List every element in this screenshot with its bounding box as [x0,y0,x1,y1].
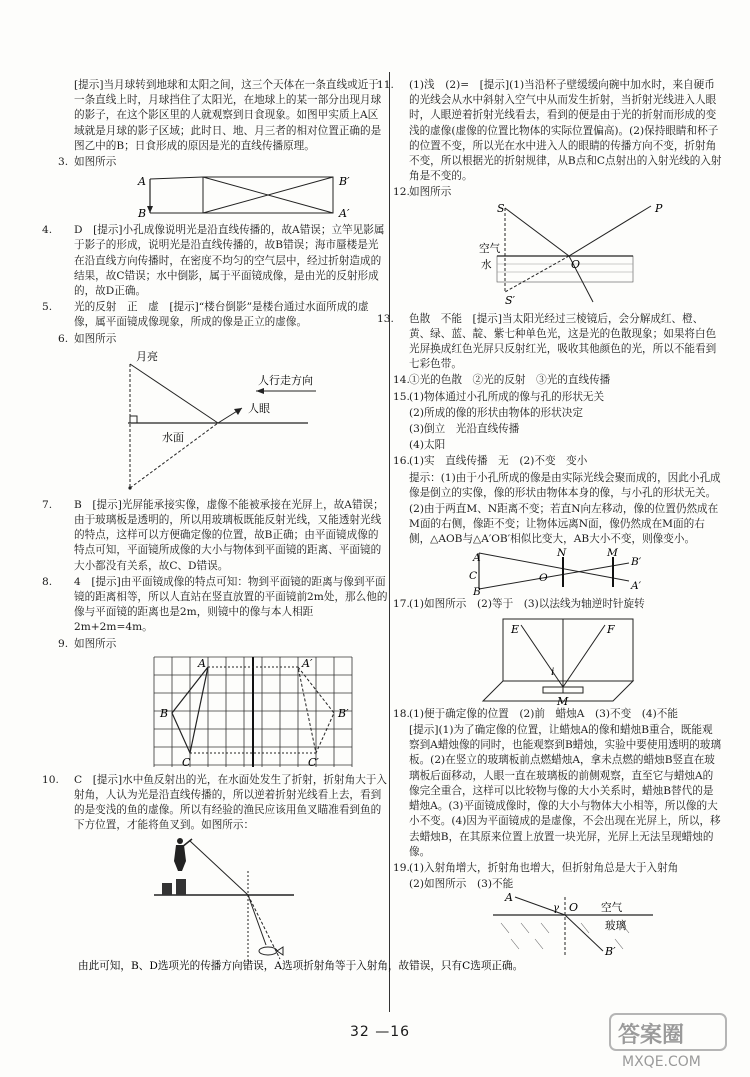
fig17-i: i [551,665,555,678]
svg-text:答案圈: 答案圈 [618,1023,685,1048]
fig19-gamma: γ [553,903,559,915]
fig19-glass: 玻璃 [605,920,627,933]
fig12-sp: S′ [505,293,516,307]
q13: 13. 色散 不能 [提示]当太阳光经过三棱镜后，会分解成红、橙、黄、绿、蓝、靛、紫七种单色光，这是光的色散现象；如果将白色光屏换成红色光屏只反射红光，吸收其他颜色的光，所以不能看到七彩色带。 [377,312,717,371]
fig6-walk-label: 人行走方向 [258,373,313,387]
q16-hint1: 提示：(1)由于小孔所成的像是由实际光线会聚而成的，因此小孔成像是倒立的实像，像的形状由物体本身的像，与小孔的形状无关。 [409,471,721,499]
q15-line4: (4)太阳 [409,439,446,452]
fig12-s: S [497,201,505,215]
page-number: 32 —16 [350,1024,411,1040]
fig9-bp: B′ [338,706,349,720]
fig9-cp: C′ [308,755,319,769]
figure-q9-grid [58,653,388,771]
fig16-bp: B′ [631,555,642,568]
q15-line3: (3)倒立 光沿直线传播 [409,423,520,436]
q19-line2: (2)如图所示 (3)不能 [409,878,514,891]
q14: 14.①光的色散 ②光的反射 ③光的直线传播 [393,374,611,387]
fig16-m: M [607,546,618,559]
q16-hint2: (2)由于两直M、N距离不变；若直N向左移动，像的位置仍然成在M面的右侧，像距不变；让物体远离N面，像仍然成在M面的右侧，△AOB与△A′OB′相似比变大，AB大小不变，则像变小。 [409,503,719,546]
fig12-water: 水 [481,258,492,271]
fig3-label-a: A [138,175,146,189]
q11: 11. (1)浅 (2)= [提示](1)当沿杯子壁缓缓向碗中加水时，来自硬币的光线会从水中斜射入空气中从而发生折射，当折射光线进入人眼时，人眼逆着折射光线看去，看到的便是由于光的折射而形成的变浅的虚像(虚像的位置比物体的实际位置偏高)。(2)保持眼睛和杯子的位置不变，所以光在水中进入人的眼睛的传播方向不变，折射角不变，所以根据光的折射规律，从B点和C点射出的入射光线的入射角是不变的。 [377,79,722,183]
fisherman-icon [174,838,192,871]
figure-q3 [58,171,388,221]
fig12-air: 空气 [479,242,501,255]
fig19-bp: B′ [605,945,616,959]
q7: 7. B [提示]光屏能承接实像，虚像不能被承接在光屏上，故A错误；由于玻璃板是透明的，所以用玻璃板既能反射光线，又能透射光线的特点，这样可以方便确定像的位置，故B正确；由平面镜成像的特点可知，平面镜所成像的大小与物体到平面镜的距离、平面镜的大小都没有关系，故C、D错误。 [42,498,384,572]
fig6-eye-label: 人眼 [248,401,270,415]
fig6-water-label: 水面 [162,430,184,444]
q18: 18.(1)便于确定像的位置 (2)前 蜡烛A (3)不变 (4)不能 [393,707,678,720]
q8: 8. 4 [提示]由平面镜成像的特点可知：物到平面镜的距离与像到平面镜的距离相等，所以人直站在竖直放置的平面镜前2m处，那么他的像与平面镜的距离也是2m，则镜中的像与本人相距2m+2m=4m。 [42,575,388,634]
fig6-moon-label: 月亮 [136,349,158,363]
q16: 16.(1)实 直线传播 无 (2)不变 变小 [393,455,588,468]
q2-hint: [提示]当月球转到地球和太阳之间，这三个天体在一条直线或近于一条直线上时，月球挡住了太阳光，在地球上的某一部分出现月球的影子，在这个影区里的人就观察到日食现象。如图甲实质上A区域就是月球的影子区域；此时日、地、月三者的相对位置正确的是图乙中的B；日食形成的原因是光的直线传播原理。 [74,79,382,152]
q9: 9. 如图所示 [58,637,117,650]
q18-hint: [提示](1)为了确定像的位置，让蜡烛A的像和蜡烛B重合，既能观察到A蜡烛像的同时，也能观察到B蜡烛，实验中要使用透明的玻璃板。(2)在竖立的玻璃板前点燃蜡烛A，拿未点燃的蜡烛B竖直在玻璃板后面移动，人眼一直在玻璃板的前侧观察，直至它与蜡烛A的像完全重合，这样可以比较物与像的大小关系时，蜡烛B替代的是蜡烛A。(3)平面镜成像时，像的大小与物体大小相等，所以像的大小不变。(4)因为平面镜成的是虚像，不会出现在光屏上，所以，移去蜡烛B，在其原来位置上放置一块光屏，光屏上无法呈现蜡烛的像。 [409,724,722,858]
fig16-n: N [557,546,567,559]
fig3-label-b: B [138,207,147,221]
fig17-e: E [511,622,520,636]
fig9-a: A [198,656,206,670]
fig3-label-bp: B′ [339,175,350,189]
q17: 17.(1)如图所示 (2)等于 (3)以法线为轴逆时针旋转 [393,597,645,610]
fig16-b: B [473,585,481,598]
q10: 10. C [提示]水中鱼反射出的光，在水面处发生了折射，折射角大于入射角，人认为光是沿直线传播的，所以逆着折射光线看上去，看到的是变浅的鱼的虚像。所以有经验的渔民应该用鱼叉瞄准看到鱼的下方位置，才能将鱼叉到。如图所示： [42,773,387,832]
fig9-ap: A′ [302,656,313,670]
fig19-air: 空气 [601,902,623,915]
fig12-o: O [571,257,581,271]
fig16-ap: A′ [631,579,642,592]
watermark-logo [608,1012,728,1070]
q4: 4. D [提示]小孔成像说明光是沿直线传播的，故A错误；立竿见影属于影子的形成，说明光是沿直线传播的，故B错误；海市蜃楼是光在沿直线方向传播时，在密度不均匀的空气层中，经过折射造成的结果，故C错误；水中倒影，属于平面镜成像，是由光的反射形成的，故D正确。 [42,224,385,298]
figure-q12 [393,202,723,310]
fig17-m: M [557,694,569,708]
fig16-o: O [539,571,548,584]
fig3-label-ap: A′ [339,207,350,221]
fig16-a: A [473,551,481,564]
figure-q6 [58,348,388,496]
right-column [377,78,723,959]
watermark-text: MXQE.COM [622,1054,701,1070]
fig12-p: P [655,201,663,215]
column-divider [389,72,390,1012]
q15-line2: (2)所成的像的形状由物体的形状决定 [409,406,583,419]
q3: 3. 如图所示 [58,156,117,169]
fig16-c: C [469,569,478,582]
figure-q17 [393,613,723,708]
fig17-f: F [607,622,615,636]
q19: 19.(1)入射角增大，折射角也增大，但折射角总是大于入射角 [393,861,679,874]
q10-conclusion: 由此可知，B、D选项光的传播方向错误，A选项折射角等于入射角，故错误，只有C选项正确。 [78,959,524,972]
q5: 5. 光的反射 正 虚 [提示]“楼台倒影”是楼台通过水面所成的虚像，属平面镜成像现象，所成的像是正立的虚像。 [42,301,369,329]
fig19-a: A [505,891,513,905]
q6: 6. 如图所示 [58,332,117,345]
q12: 12.如图所示 [393,186,452,199]
fig19-o: O [569,901,579,915]
fig9-b: B [160,706,169,720]
figure-q16 [393,546,723,598]
fish-icon [259,947,283,955]
fig9-c: C [182,755,191,769]
q15: 15.(1)物体通过小孔所成的像与孔的形状无关 [393,390,605,403]
figure-q19 [393,893,723,957]
